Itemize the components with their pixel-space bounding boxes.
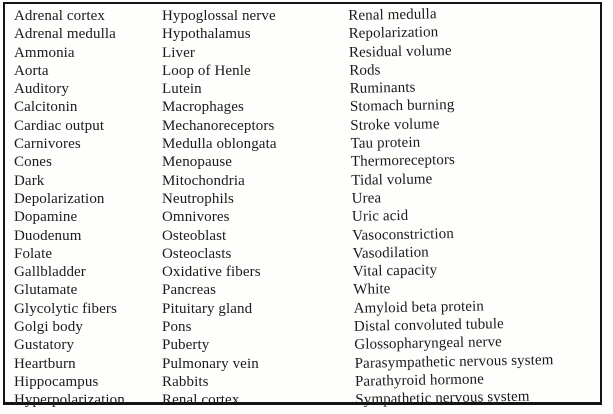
term: Tau protein (350, 134, 421, 152)
term: Menopause (162, 154, 233, 171)
word-column-1 (5, 4, 152, 409)
term: Osteoblast (162, 227, 227, 244)
term: Pancreas (162, 282, 217, 299)
term: Parasympathetic nervous system (354, 351, 554, 372)
term: Aorta (14, 62, 49, 79)
term: Macrophages (162, 99, 244, 116)
term: Loop of Henle (162, 62, 251, 79)
term: Uric acid (351, 208, 409, 226)
term: Hypothalamus (162, 26, 251, 43)
term: Mechanoreceptors (162, 117, 275, 134)
term: Stroke volume (350, 116, 440, 134)
term: Auditory (14, 81, 69, 98)
term: Liver (162, 44, 195, 61)
term: Cardiac output (14, 117, 105, 134)
term: Pons (162, 319, 192, 336)
term: Oxidative fibers (162, 264, 261, 281)
term: Medulla oblongata (162, 136, 277, 153)
term: Repolarization (348, 24, 439, 43)
term: Lutein (162, 81, 202, 98)
term: Heartburn (14, 355, 76, 372)
term: Dopamine (14, 209, 78, 226)
term: Hypoglossal nerve (162, 8, 276, 24)
word-column-3 (340, 0, 600, 409)
term: Glutamate (14, 282, 78, 299)
term: Pituitary gland (162, 300, 253, 317)
term: Urea (351, 190, 382, 207)
term: Puberty (162, 337, 210, 354)
term: Parathyroid hormone (354, 371, 485, 390)
term: Mitochondria (162, 172, 245, 189)
term: Vasoconstriction (352, 225, 455, 244)
term: Osteoclasts (162, 245, 232, 262)
term: Golgi body (14, 319, 83, 336)
term: Carnivores (14, 136, 81, 153)
term: Hyperpolarization (14, 392, 125, 409)
term: Ruminants (349, 79, 416, 98)
term: Pulmonary vein (162, 355, 259, 372)
term: Omnivores (162, 209, 230, 226)
term: Rabbits (162, 373, 209, 390)
term: Distal convoluted tubule (353, 316, 504, 335)
term: Vasodilation (352, 244, 429, 262)
word-column-2 (152, 4, 347, 409)
term: Amyloid beta protein (353, 298, 485, 317)
term: Thermoreceptors (350, 152, 456, 171)
term: Adrenal cortex (14, 8, 105, 24)
term: Glycolytic fibers (14, 300, 117, 317)
term: Renal cortex (162, 392, 240, 409)
term: Neutrophils (162, 190, 234, 207)
term: Cones (14, 154, 52, 171)
term: Ammonia (14, 44, 75, 61)
term: Hippocampus (14, 373, 99, 390)
word-bank-table (3, 2, 602, 409)
term: Depolarization (14, 190, 105, 207)
term: Folate (14, 245, 53, 262)
term: Calcitonin (14, 99, 78, 116)
term: Duodenum (14, 227, 82, 244)
term: Vital capacity (352, 262, 438, 281)
term: Rods (349, 62, 381, 79)
term: Dark (14, 172, 45, 189)
term: Adrenal medulla (14, 26, 116, 43)
term: Tidal volume (351, 171, 433, 189)
term: Residual volume (348, 42, 452, 61)
term: Gallbladder (14, 264, 86, 281)
term: Glossopharyngeal nerve (354, 334, 503, 354)
term: White (353, 281, 391, 299)
term: Gustatory (14, 337, 75, 354)
term: Stomach burning (349, 97, 455, 116)
term: Sympathetic nervous system (355, 388, 530, 409)
term: Renal medulla (348, 6, 437, 24)
